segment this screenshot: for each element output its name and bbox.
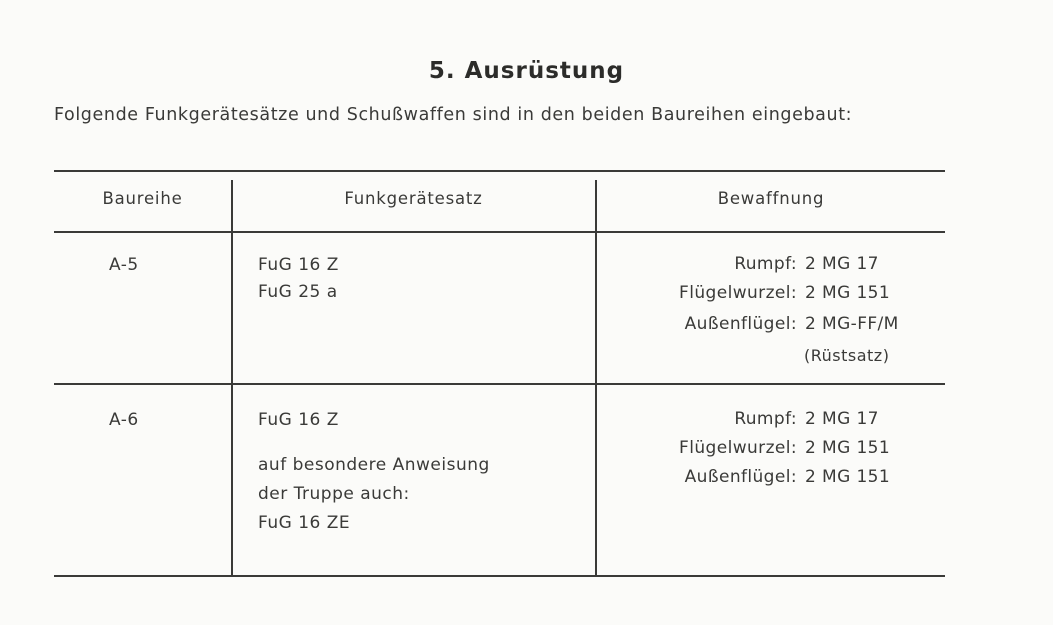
armament-label: Rumpf: (734, 254, 797, 274)
row-a5-series: A-5 (109, 255, 139, 275)
header-radio: Funkgerätesatz (344, 189, 483, 208)
row-a5-armament-note: (Rüstsatz) (804, 346, 890, 365)
armament-value: 2 MG 151 (805, 283, 891, 303)
intro-paragraph: Folgende Funkgerätesätze und Schußwaffen sind in den beiden Baureihen eingebaut: (54, 105, 853, 125)
column-divider-2 (595, 180, 597, 575)
armament-value: 2 MG 17 (805, 409, 879, 429)
armament-label: Rumpf: (734, 409, 797, 429)
armament-value: 2 MG 151 (805, 467, 891, 487)
row-a5-radio-1: FuG 16 Z (258, 255, 339, 275)
header-bottom-rule (54, 231, 945, 233)
armament-label: Außenflügel: (684, 467, 797, 487)
table-top-rule (54, 170, 945, 172)
row-a6-radio-1: FuG 16 Z (258, 410, 339, 430)
header-series: Baureihe (102, 189, 183, 208)
row-a6-radio-note-2: der Truppe auch: (258, 484, 410, 504)
row-a5-radio-2: FuG 25 a (258, 282, 338, 302)
column-divider-1 (231, 180, 233, 575)
armament-label: Flügelwurzel: (679, 283, 797, 303)
armament-label: Außenflügel: (684, 314, 797, 334)
row-a6-radio-note-1: auf besondere Anweisung (258, 455, 490, 475)
row-a6-series: A-6 (109, 410, 139, 430)
armament-value: 2 MG 151 (805, 438, 891, 458)
row-a6-radio-note-3: FuG 16 ZE (258, 513, 351, 533)
table-bottom-rule (54, 575, 945, 577)
armament-value: 2 MG-FF/M (805, 314, 899, 334)
section-title: 5. Ausrüstung (428, 58, 625, 84)
row-divider-rule (54, 383, 945, 385)
armament-label: Flügelwurzel: (679, 438, 797, 458)
header-armament: Bewaffnung (717, 189, 825, 208)
armament-value: 2 MG 17 (805, 254, 879, 274)
